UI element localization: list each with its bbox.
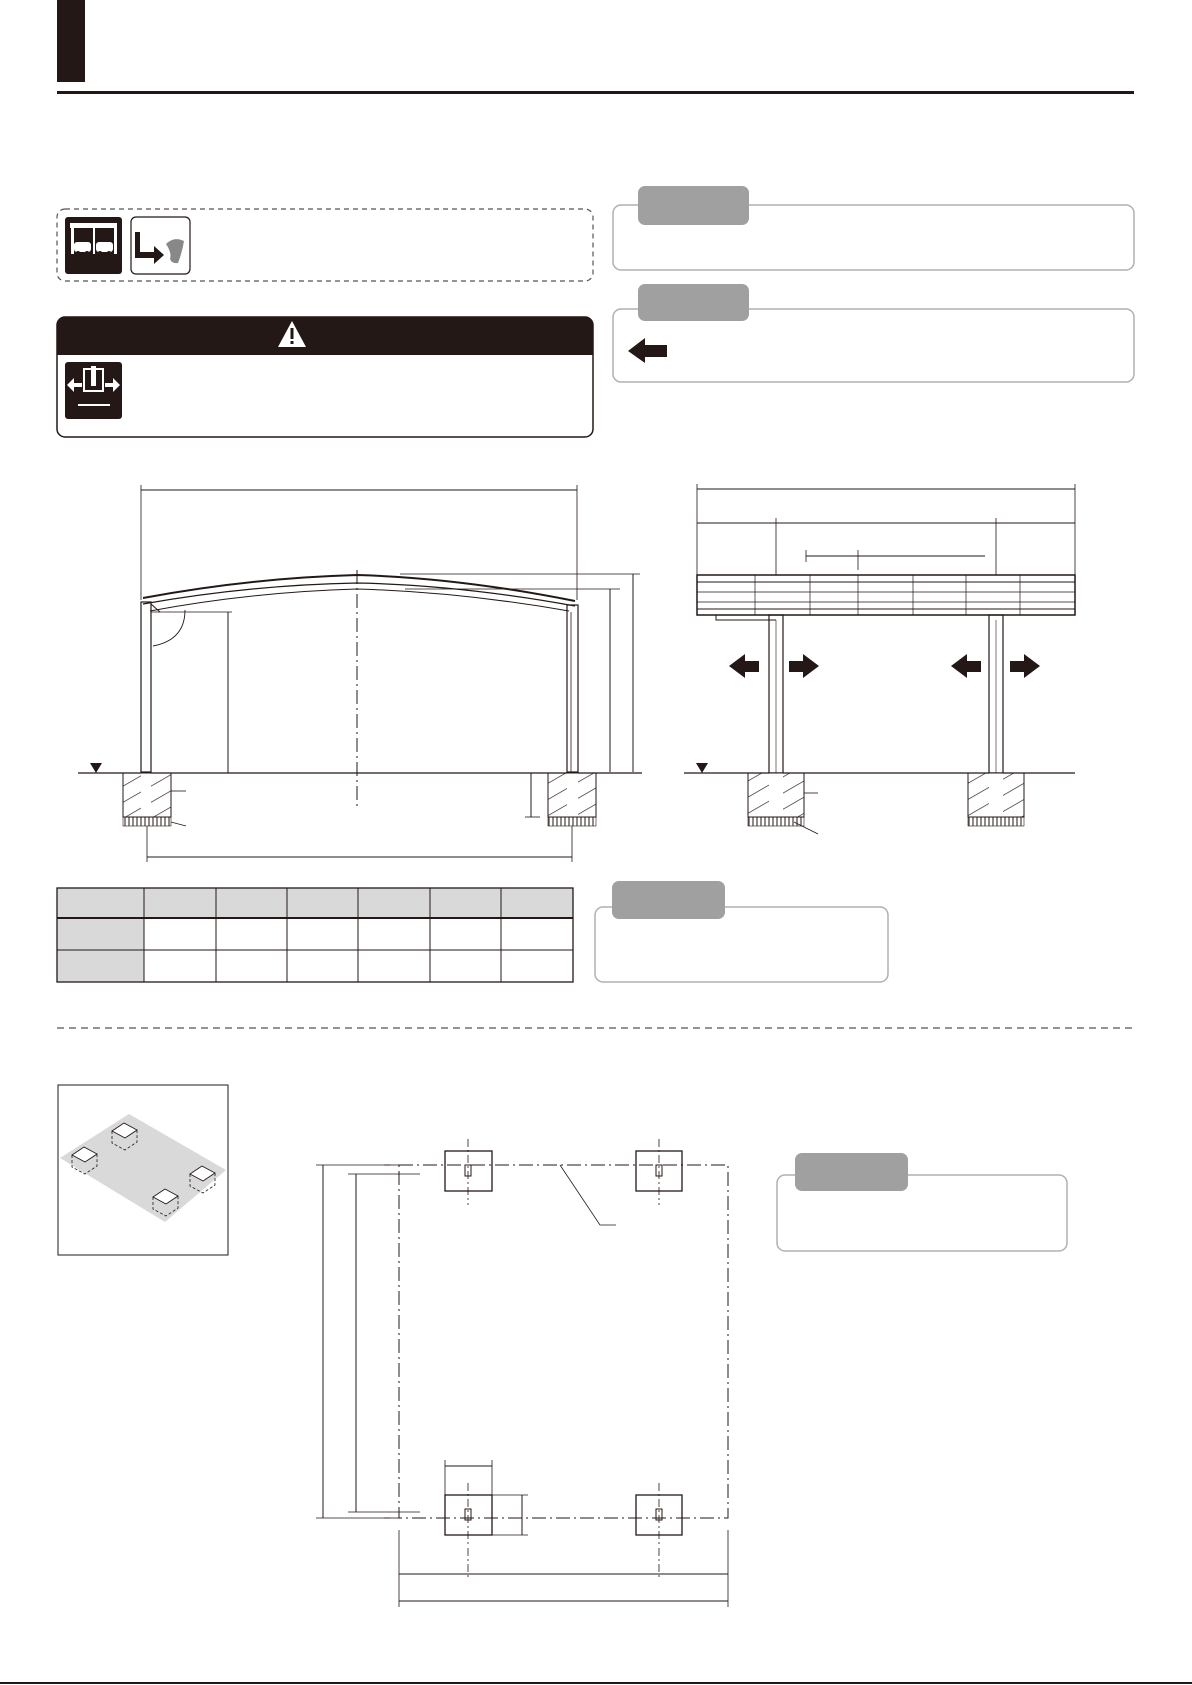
spec-table — [57, 888, 573, 982]
ground-level-triangle-icon — [696, 763, 708, 773]
post-adjust-icon — [65, 362, 122, 419]
install-arrow-icon — [131, 217, 190, 274]
foundation-layout-plan — [316, 1139, 728, 1607]
caption-box-2 — [613, 284, 1134, 382]
caption-box-4 — [777, 1153, 1067, 1251]
ground-level-triangle-icon — [90, 763, 102, 773]
arrow-left-icon — [729, 654, 981, 678]
carport-double-icon — [65, 217, 122, 274]
arrow-right-icon — [789, 654, 1040, 678]
warning-box — [57, 317, 593, 437]
caption-box-1 — [613, 186, 1134, 270]
front-elevation-view — [78, 485, 642, 862]
caption-box-3 — [595, 881, 888, 982]
foundation-plan-thumbnail — [58, 1085, 228, 1255]
